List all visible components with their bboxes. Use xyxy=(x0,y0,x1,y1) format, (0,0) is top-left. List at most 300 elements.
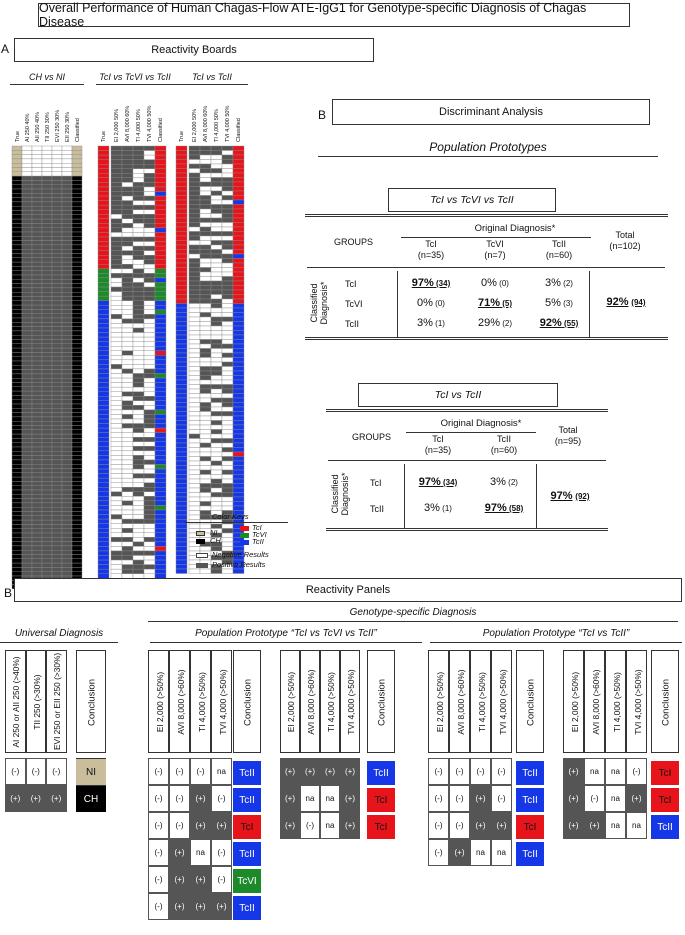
board-cell xyxy=(22,249,32,253)
board-cell xyxy=(200,182,211,187)
board-cell xyxy=(189,434,200,439)
board-cell xyxy=(98,164,109,169)
board-cell xyxy=(72,232,82,236)
board-cell xyxy=(189,484,200,489)
conclusion-header-label: Conclusion xyxy=(376,678,388,726)
board-cell xyxy=(144,151,155,156)
board-cell xyxy=(222,349,233,354)
board-column-label: AI 250 40% xyxy=(25,113,31,142)
board-cell xyxy=(200,191,211,196)
board-cell xyxy=(211,448,222,453)
board-cell xyxy=(122,287,133,292)
table1-vrule-2 xyxy=(589,271,590,337)
board-cell xyxy=(155,383,166,388)
board-cell xyxy=(211,344,222,349)
board-cell xyxy=(155,310,166,315)
board-cell xyxy=(222,452,233,457)
board-cell xyxy=(22,486,32,490)
board-cell xyxy=(155,173,166,178)
board-cell xyxy=(189,304,200,309)
board-cell xyxy=(144,560,155,565)
board-cell xyxy=(122,187,133,192)
board-cell xyxy=(72,198,82,202)
board-cell xyxy=(42,378,52,382)
board-cell xyxy=(155,487,166,492)
board-cell xyxy=(32,370,42,374)
board-cell xyxy=(12,279,22,283)
reactivity-boards-title: Reactivity Boards xyxy=(14,38,374,62)
board-cell xyxy=(62,275,72,279)
board-cell xyxy=(211,425,222,430)
board-cell xyxy=(62,357,72,361)
board-cell xyxy=(144,419,155,424)
board-cell xyxy=(32,348,42,352)
panel-cell: (+) xyxy=(190,785,211,812)
board-cell xyxy=(12,155,22,159)
board-cell xyxy=(144,374,155,379)
board-cell xyxy=(52,262,62,266)
board-cell xyxy=(122,351,133,356)
board-cell xyxy=(62,529,72,533)
board-cell xyxy=(189,223,200,228)
board-cell xyxy=(133,296,144,301)
board-cell xyxy=(111,237,122,242)
panel-cell: (+) xyxy=(340,785,360,812)
board-cell xyxy=(211,484,222,489)
board-cell xyxy=(144,515,155,520)
board-cell xyxy=(155,151,166,156)
board-cell xyxy=(133,201,144,206)
board-cell xyxy=(200,443,211,448)
board-cell xyxy=(133,333,144,338)
board-cell xyxy=(176,470,187,475)
board-cell xyxy=(98,187,109,192)
board-cell xyxy=(233,443,244,448)
board-cell xyxy=(133,378,144,383)
board-cell xyxy=(42,163,52,167)
board-cell xyxy=(22,413,32,417)
board-cell xyxy=(155,551,166,556)
panel-header xyxy=(26,650,47,753)
board-cell xyxy=(72,163,82,167)
board-cell xyxy=(32,464,42,468)
board-cell xyxy=(111,296,122,301)
conclusion-header-label: Conclusion xyxy=(242,678,254,726)
board-cell xyxy=(155,446,166,451)
board-cell xyxy=(176,146,187,151)
board-cell xyxy=(233,160,244,165)
board-cell xyxy=(176,457,187,462)
board-cell xyxy=(52,228,62,232)
board-cell xyxy=(222,412,233,417)
board-cell xyxy=(189,245,200,250)
board-cell xyxy=(200,412,211,417)
board-cell xyxy=(233,322,244,327)
board-cell xyxy=(233,493,244,498)
board-cell xyxy=(62,215,72,219)
board-cell xyxy=(42,168,52,172)
panel-header-label: AVI 8,000 (>60%) xyxy=(175,668,186,735)
panel-cell: (+) xyxy=(5,785,26,812)
board-cell xyxy=(12,254,22,258)
table1-vrule-1 xyxy=(397,271,398,337)
board-cell xyxy=(133,278,144,283)
board-cell xyxy=(98,383,109,388)
board-cell xyxy=(155,556,166,561)
board-cell xyxy=(72,236,82,240)
board-cell xyxy=(72,567,82,571)
board-cell xyxy=(233,236,244,241)
board-cell xyxy=(32,516,42,520)
board-cell xyxy=(32,172,42,176)
board-cell xyxy=(52,279,62,283)
panel-cell: (-) xyxy=(148,758,169,785)
board-cell xyxy=(133,428,144,433)
board-cell xyxy=(176,367,187,372)
conclusion-cell: TcI xyxy=(651,760,679,785)
board-cell xyxy=(62,211,72,215)
board-cell xyxy=(62,322,72,326)
board-cell xyxy=(52,520,62,524)
table2-vrule-1 xyxy=(404,464,405,528)
board-cell xyxy=(52,417,62,421)
board-cell xyxy=(222,358,233,363)
board-cell xyxy=(12,352,22,356)
board-cell xyxy=(155,465,166,470)
board-cell xyxy=(98,219,109,224)
board-cell xyxy=(200,263,211,268)
board-cell xyxy=(12,456,22,460)
table2-row-tcii: TcII xyxy=(370,504,385,514)
board-cell xyxy=(22,232,32,236)
table-cell: 0% (0) xyxy=(417,297,445,309)
board-cell xyxy=(98,528,109,533)
board-cell xyxy=(176,389,187,394)
board-cell xyxy=(211,245,222,250)
board-cell xyxy=(189,299,200,304)
board-cell xyxy=(211,443,222,448)
board-cell xyxy=(155,264,166,269)
board-cell xyxy=(189,160,200,165)
board-cell xyxy=(189,322,200,327)
board-cell xyxy=(122,346,133,351)
board-cell xyxy=(32,266,42,270)
board-cell xyxy=(155,273,166,278)
board-cell xyxy=(155,405,166,410)
board-cell xyxy=(176,488,187,493)
board-cell xyxy=(189,241,200,246)
board-cell xyxy=(52,266,62,270)
board-cell xyxy=(233,403,244,408)
board-cell xyxy=(72,215,82,219)
board-cell xyxy=(72,481,82,485)
board-cell xyxy=(98,328,109,333)
board-cell xyxy=(12,211,22,215)
board-cell xyxy=(12,348,22,352)
board-cell xyxy=(176,200,187,205)
board-cell xyxy=(133,351,144,356)
board-cell xyxy=(155,414,166,419)
board-cell xyxy=(176,196,187,201)
board-cell xyxy=(72,378,82,382)
board-cell xyxy=(176,412,187,417)
board-cell xyxy=(42,546,52,550)
board-cell xyxy=(32,391,42,395)
board-cell xyxy=(211,227,222,232)
board-cell xyxy=(176,479,187,484)
board-cell xyxy=(72,202,82,206)
board-cell xyxy=(72,292,82,296)
board-cell xyxy=(189,178,200,183)
table-cell: 3% (1) xyxy=(417,317,445,329)
board-cell xyxy=(155,196,166,201)
board-cell xyxy=(72,352,82,356)
board-cell xyxy=(233,349,244,354)
board-cell xyxy=(122,451,133,456)
board-cell xyxy=(233,362,244,367)
board-cell xyxy=(176,452,187,457)
board-cell xyxy=(22,266,32,270)
panel-cell: (-) xyxy=(148,893,169,920)
board-cell xyxy=(111,383,122,388)
panel-header xyxy=(5,650,26,753)
board-cell xyxy=(12,241,22,245)
board-cell xyxy=(32,297,42,301)
board-cell xyxy=(133,260,144,265)
board-cell xyxy=(200,353,211,358)
board-cell xyxy=(111,242,122,247)
board-cell xyxy=(222,317,233,322)
board-cell xyxy=(72,344,82,348)
board-cell xyxy=(111,351,122,356)
board-cell xyxy=(200,326,211,331)
board-cell xyxy=(111,460,122,465)
board-cell xyxy=(155,146,166,151)
board-cell xyxy=(222,340,233,345)
board-cell xyxy=(144,519,155,524)
board-cell xyxy=(122,169,133,174)
board-cell xyxy=(133,269,144,274)
board-cell xyxy=(72,404,82,408)
board-cell xyxy=(52,408,62,412)
board-cell xyxy=(189,376,200,381)
board-cell xyxy=(176,205,187,210)
table1-row-tcii: TcII xyxy=(345,319,360,329)
board-cell xyxy=(155,269,166,274)
board-cell xyxy=(42,344,52,348)
board-cell xyxy=(222,245,233,250)
board-cell xyxy=(72,559,82,563)
board-cell xyxy=(155,192,166,197)
board-cell xyxy=(72,365,82,369)
board-cell xyxy=(98,273,109,278)
board-cell xyxy=(133,214,144,219)
board-cell xyxy=(98,351,109,356)
board-cell xyxy=(122,164,133,169)
board-cell xyxy=(233,241,244,246)
panel-header xyxy=(190,650,211,753)
conclusion-cell: TcII xyxy=(516,787,544,812)
board-cell xyxy=(144,164,155,169)
board-cell xyxy=(42,572,52,576)
board-cell xyxy=(52,322,62,326)
board-cell xyxy=(111,232,122,237)
board-cell xyxy=(22,211,32,215)
board-cell xyxy=(155,164,166,169)
board-cell xyxy=(144,387,155,392)
board-cell xyxy=(12,499,22,503)
board-cell xyxy=(155,492,166,497)
panel-header-label: TI 4,000 (>50%) xyxy=(196,671,207,732)
board-cell xyxy=(144,551,155,556)
board-cell xyxy=(222,430,233,435)
board-cell xyxy=(32,361,42,365)
board-cell xyxy=(233,196,244,201)
board-cell xyxy=(62,206,72,210)
board-cell xyxy=(62,447,72,451)
board-cell xyxy=(52,301,62,305)
table1-row-tci: TcI xyxy=(345,279,357,289)
board-cell xyxy=(32,288,42,292)
board-cell xyxy=(22,262,32,266)
board-cell xyxy=(189,380,200,385)
board-cell xyxy=(111,537,122,542)
board-cell xyxy=(222,191,233,196)
board-cell xyxy=(98,228,109,233)
board-cell xyxy=(52,155,62,159)
board-cell xyxy=(144,505,155,510)
board-cell xyxy=(72,524,82,528)
board-cell xyxy=(62,284,72,288)
board-cell xyxy=(133,442,144,447)
board-cell xyxy=(72,434,82,438)
board-cell xyxy=(42,413,52,417)
board-cell xyxy=(176,331,187,336)
board-cell xyxy=(52,451,62,455)
board-cell xyxy=(189,412,200,417)
board-cell xyxy=(133,169,144,174)
board-cell xyxy=(176,344,187,349)
board-cell xyxy=(42,155,52,159)
board-cell xyxy=(144,242,155,247)
board-cell xyxy=(211,488,222,493)
panel-header xyxy=(320,650,340,753)
board-cell xyxy=(189,227,200,232)
board-cell xyxy=(12,533,22,537)
board-cell xyxy=(155,546,166,551)
board-cell xyxy=(72,529,82,533)
board-cell xyxy=(98,360,109,365)
board-cell xyxy=(144,437,155,442)
board-cell xyxy=(12,327,22,331)
board-cell xyxy=(222,479,233,484)
panel-header xyxy=(46,650,67,753)
panel-header-label: EVI 250 or EII 250 (>30%) xyxy=(52,652,63,750)
board-cell xyxy=(52,232,62,236)
board-cell xyxy=(189,394,200,399)
panel-cell: na xyxy=(320,812,340,839)
board-cell xyxy=(111,396,122,401)
board-cell xyxy=(111,269,122,274)
board-cell xyxy=(233,412,244,417)
board-cell xyxy=(62,258,72,262)
board-cell xyxy=(98,442,109,447)
board-cell xyxy=(122,151,133,156)
board-cell xyxy=(72,417,82,421)
board-cell xyxy=(189,250,200,255)
board-cell xyxy=(176,340,187,345)
board-cell xyxy=(32,529,42,533)
board-cell xyxy=(122,242,133,247)
board-cell xyxy=(133,164,144,169)
board-cell xyxy=(144,496,155,501)
board-cell xyxy=(122,182,133,187)
board-cell xyxy=(176,313,187,318)
board-cell xyxy=(155,424,166,429)
board-cell xyxy=(72,176,82,180)
table1-orig-label: Original Diagnosis* xyxy=(474,223,556,234)
board-cell xyxy=(62,262,72,266)
board-cell xyxy=(72,374,82,378)
board-cell xyxy=(12,271,22,275)
panel-header xyxy=(626,650,647,753)
board-cell xyxy=(12,288,22,292)
board-cell xyxy=(12,236,22,240)
board-cell xyxy=(111,201,122,206)
board-cell xyxy=(32,305,42,309)
board-cell xyxy=(233,434,244,439)
board-cell xyxy=(189,452,200,457)
board-cell xyxy=(122,556,133,561)
board-cell xyxy=(32,447,42,451)
board-cell xyxy=(98,401,109,406)
board-cell xyxy=(62,168,72,172)
board-cell xyxy=(42,542,52,546)
board-cell xyxy=(98,333,109,338)
board-cell xyxy=(72,494,82,498)
board-cell xyxy=(200,362,211,367)
board-cell xyxy=(233,178,244,183)
panel-cell: (-) xyxy=(148,839,169,866)
board-cell xyxy=(42,499,52,503)
board-cell xyxy=(98,565,109,570)
board-cell xyxy=(133,410,144,415)
board-cell xyxy=(133,310,144,315)
board-cell xyxy=(122,273,133,278)
board-cell xyxy=(176,236,187,241)
board-cell xyxy=(62,477,72,481)
board-cell xyxy=(98,182,109,187)
board-cell xyxy=(211,182,222,187)
board-cell xyxy=(144,510,155,515)
board-cell xyxy=(222,439,233,444)
board-column-label: Classified xyxy=(236,118,242,142)
table-cell: 97% (58) xyxy=(484,502,524,514)
board-cell xyxy=(72,426,82,430)
board-column-label: TVI 4,000 50% xyxy=(147,105,153,142)
panel-header-label: EI 2,000 (>50%) xyxy=(286,671,296,732)
board-cell xyxy=(111,205,122,210)
board-cell xyxy=(233,385,244,390)
board-cell xyxy=(155,214,166,219)
board-cell xyxy=(176,461,187,466)
board-cell xyxy=(72,473,82,477)
board-cell xyxy=(42,387,52,391)
board-cell xyxy=(133,323,144,328)
board-cell xyxy=(144,396,155,401)
board-cell xyxy=(133,305,144,310)
board-cell xyxy=(52,150,62,154)
